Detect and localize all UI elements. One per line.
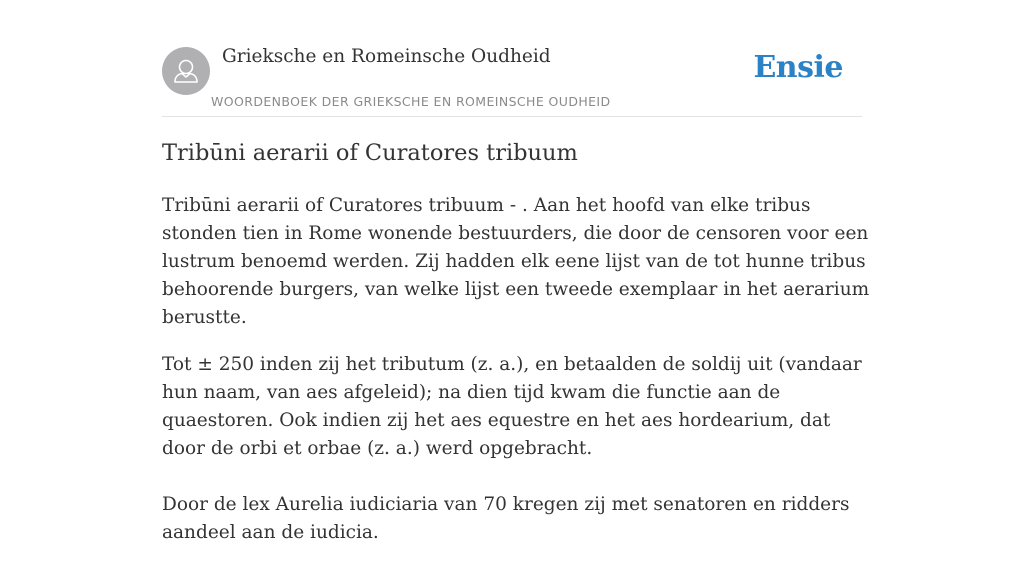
- article-paragraph: Tot ± 250 inden zij het tributum (z. a.), en betaalden de soldij uit (vandaar hun naam, van aes afgeleid); na dien tijd kwam die functie aan de quaestoren. Ook indien zij het aes equestre en het aes hordearium, dat door de orbi et orbae (z. a.) werd opgebracht.: [162, 354, 862, 459]
- article-body: [162, 192, 874, 566]
- avatar[interactable]: [162, 47, 210, 95]
- author-name[interactable]: Grieksche en Romeinsche Oudheid: [222, 46, 551, 67]
- user-silhouette-icon: [162, 47, 210, 95]
- paragraph-spacer: [162, 482, 874, 491]
- article-title: Tribūni aerarii of Curatores tribuum: [162, 140, 578, 166]
- brand-logo[interactable]: Ensie: [753, 50, 843, 85]
- article-paragraph: Door de lex Aurelia iudiciaria van 70 kregen zij met senatoren en ridders aandeel aan de iudicia.: [162, 494, 850, 543]
- page: [162, 0, 870, 543]
- dictionary-subtitle[interactable]: WOORDENBOEK DER GRIEKSCHE EN ROMEINSCHE OUDHEID: [211, 94, 611, 109]
- article-paragraph: Tribūni aerarii of Curatores tribuum - . Aan het hoofd van elke tribus stonden tien in Rome wonende bestuurders, die door de censoren voor een lustrum benoemd werden. Zij hadden elk eene lijst van de tot hunne tribus behoorende burgers, van welke lijst een tweede exemplaar in het aerarium berustte.: [162, 195, 870, 328]
- header: [162, 0, 862, 117]
